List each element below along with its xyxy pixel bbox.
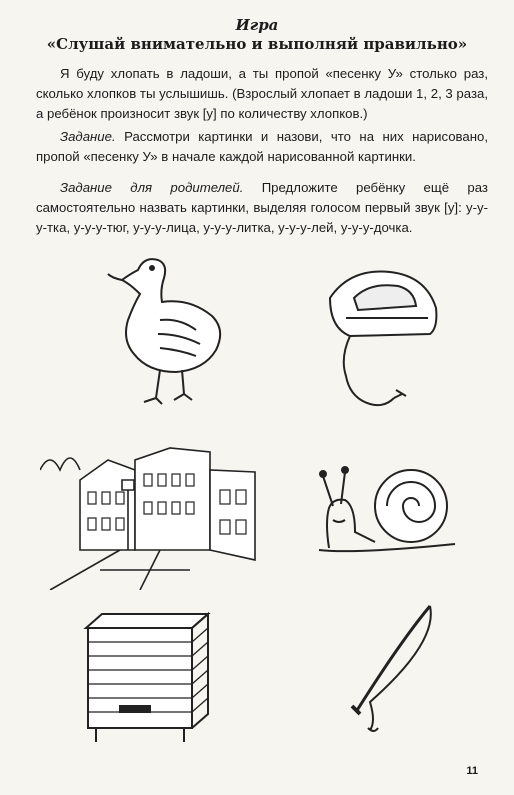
task-label: Задание.: [60, 129, 116, 144]
iron-icon: [310, 258, 450, 418]
game-title: «Слушай внимательно и выполняй правильно»: [46, 35, 468, 53]
game-heading: [0, 16, 514, 54]
duck-icon: [100, 250, 230, 405]
beehive-icon: [80, 610, 215, 745]
task-paragraph: [36, 127, 488, 167]
parents-task-text: Предложите ребёнку ещё раз самостоятельно назвать картинки, выделяя голосом первый звук [у]: у-у-у-тка, у-у-у-тюг, у-у-у-лица, у-у-у-литка, у-у-у-лей, у-у-у-дочка.: [36, 180, 488, 235]
street-icon: [40, 430, 270, 590]
fishing-rod-icon: [330, 602, 440, 737]
game-label: Игра: [235, 16, 279, 34]
task-text: Рассмотри картинки и назови, что на них нарисовано, пропой «песенку У» в начале каждой нарисованной картинки.: [36, 129, 488, 164]
page-number: 11: [466, 765, 478, 777]
instruction-paragraph: Я буду хлопать в ладоши, а ты пропой «песенку У» столько раз, сколько хлопков ты услышишь. (Взрослый хлопает в ладоши 1, 2, 3 раза, а ребёнок произносит звук [у] по количеству хлопков.): [36, 66, 488, 121]
parents-task-label: Задание для родителей.: [60, 180, 244, 195]
parents-task-paragraph: [36, 178, 488, 238]
snail-icon: [315, 462, 465, 557]
